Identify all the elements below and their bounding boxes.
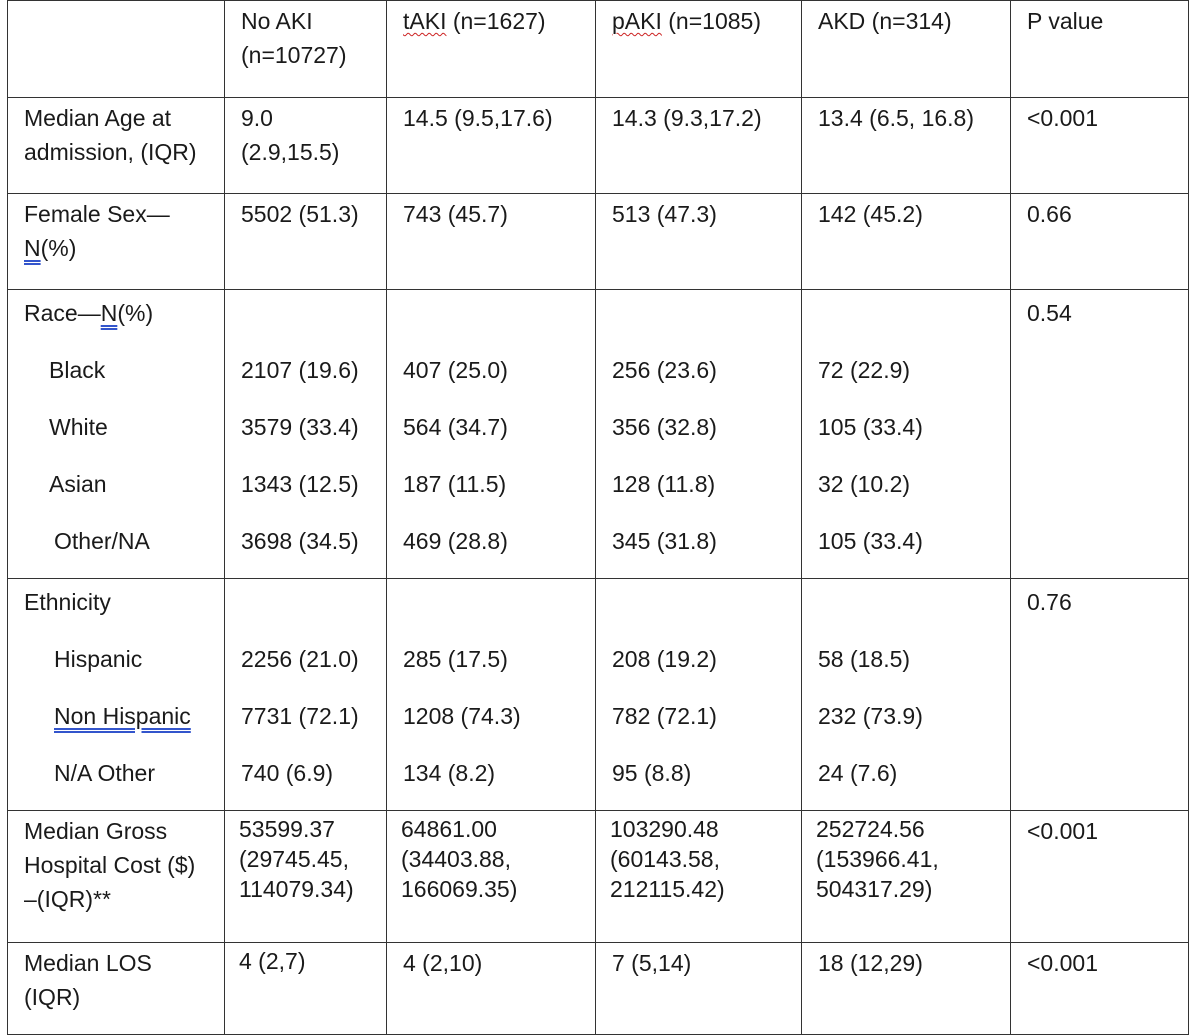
row-label-age-line2: admission, (IQR) bbox=[24, 139, 197, 165]
row-label-los-line1: Median LOS bbox=[24, 950, 152, 976]
cell-female-paki: 513 (47.3) bbox=[596, 194, 802, 290]
cell-cost-akd-q1: (153966.41, bbox=[816, 846, 939, 872]
cell-eth-na-paki: 95 (8.8) bbox=[612, 760, 692, 786]
row-label-cost-line1: Median Gross bbox=[24, 818, 168, 844]
cell-cost-akd-q3: 504317.29) bbox=[816, 876, 933, 902]
cell-race-asian-no-aki: 1343 (12.5) bbox=[241, 471, 359, 497]
ethnicity-label: Ethnicity bbox=[24, 589, 111, 615]
cell-eth-hispanic-akd: 58 (18.5) bbox=[818, 646, 911, 672]
table-row-race-group bbox=[8, 290, 1189, 579]
race-label-n: N bbox=[100, 300, 118, 326]
cell-race-asian-taki: 187 (11.5) bbox=[403, 471, 507, 497]
cell-race-p-value: 0.54 bbox=[1027, 300, 1072, 326]
cell-female-p-value: 0.66 bbox=[1011, 194, 1189, 290]
race-paki-cell bbox=[596, 290, 802, 579]
row-label-female-n: N bbox=[24, 235, 41, 261]
table-row-female-sex bbox=[8, 194, 1189, 290]
cell-los-no-aki: 4 (2,7) bbox=[225, 943, 387, 1035]
cell-female-no-aki: 5502 (51.3) bbox=[225, 194, 387, 290]
race-label-other: Other/NA bbox=[54, 528, 150, 554]
ethnicity-label-hispanic: Hispanic bbox=[54, 646, 143, 672]
cell-race-other-akd: 105 (33.4) bbox=[818, 528, 923, 554]
row-label-age bbox=[8, 98, 225, 194]
header-p-value: P value bbox=[1011, 1, 1189, 98]
header-paki-abbr: pAKI bbox=[612, 8, 662, 34]
row-label-los bbox=[8, 943, 225, 1035]
race-label-asian: Asian bbox=[49, 471, 107, 497]
cell-race-white-no-aki: 3579 (33.4) bbox=[241, 414, 359, 440]
cell-ethnicity-p-value: 0.76 bbox=[1027, 589, 1072, 615]
cell-race-black-taki: 407 (25.0) bbox=[403, 357, 508, 383]
cell-race-white-taki: 564 (34.7) bbox=[403, 414, 508, 440]
row-label-female-sex bbox=[8, 194, 225, 290]
race-label-pct: (%) bbox=[117, 300, 154, 326]
cell-cost-no-aki-q1: (29745.45, bbox=[239, 846, 349, 872]
race-taki-cell bbox=[387, 290, 596, 579]
cell-cost-akd bbox=[802, 811, 1011, 943]
header-no-aki-line1: No AKI bbox=[241, 8, 313, 34]
row-label-cost-line2: Hospital Cost ($) bbox=[24, 852, 196, 878]
cell-age-p-value: <0.001 bbox=[1011, 98, 1189, 194]
cell-age-no-aki bbox=[225, 98, 387, 194]
ethnicity-labels-cell bbox=[8, 579, 225, 811]
cell-race-black-no-aki: 2107 (19.6) bbox=[241, 357, 359, 383]
table-row-ethnicity-group bbox=[8, 579, 1189, 811]
cell-race-other-no-aki: 3698 (34.5) bbox=[241, 528, 359, 554]
cell-age-no-aki-line2: (2.9,15.5) bbox=[241, 139, 340, 165]
cell-eth-hispanic-taki: 285 (17.5) bbox=[403, 646, 508, 672]
cell-age-taki: 14.5 (9.5,17.6) bbox=[387, 98, 596, 194]
cell-cost-taki bbox=[387, 811, 596, 943]
ethnicity-paki-cell bbox=[596, 579, 802, 811]
cell-eth-nonhispanic-taki: 1208 (74.3) bbox=[403, 703, 521, 729]
header-paki-n: (n=1085) bbox=[661, 8, 761, 34]
header-paki bbox=[596, 1, 802, 98]
race-label-black: Black bbox=[49, 357, 106, 383]
ethnicity-no-aki-cell bbox=[225, 579, 387, 811]
cell-eth-nonhispanic-paki: 782 (72.1) bbox=[612, 703, 717, 729]
cell-cost-taki-q1: (34403.88, bbox=[401, 846, 511, 872]
ethnicity-akd-cell bbox=[802, 579, 1011, 811]
cell-age-no-aki-line1: 9.0 bbox=[241, 105, 273, 131]
race-akd-cell bbox=[802, 290, 1011, 579]
header-akd: AKD (n=314) bbox=[802, 1, 1011, 98]
cell-cost-no-aki-median: 53599.37 bbox=[239, 816, 335, 842]
cell-cost-no-aki bbox=[225, 811, 387, 943]
header-taki bbox=[387, 1, 596, 98]
baseline-characteristics-table bbox=[7, 0, 1189, 1035]
race-label: Race— bbox=[24, 300, 101, 326]
header-taki-abbr: tAKI bbox=[403, 8, 447, 34]
cell-race-other-taki: 469 (28.8) bbox=[403, 528, 508, 554]
cell-race-asian-paki: 128 (11.8) bbox=[612, 471, 716, 497]
ethnicity-label-non-hispanic: Non Hispanic bbox=[54, 703, 191, 729]
cell-cost-akd-median: 252724.56 bbox=[816, 816, 925, 842]
cell-eth-na-akd: 24 (7.6) bbox=[818, 760, 898, 786]
ethnicity-label-na-other: N/A Other bbox=[54, 760, 155, 786]
cell-eth-hispanic-paki: 208 (19.2) bbox=[612, 646, 717, 672]
row-label-los-line2: (IQR) bbox=[24, 984, 81, 1010]
cell-los-paki: 7 (5,14) bbox=[596, 943, 802, 1035]
cell-cost-taki-q3: 166069.35) bbox=[401, 876, 518, 902]
cell-los-p-value: <0.001 bbox=[1011, 943, 1189, 1035]
cell-eth-nonhispanic-akd: 232 (73.9) bbox=[818, 703, 923, 729]
cell-los-akd: 18 (12,29) bbox=[802, 943, 1011, 1035]
cell-cost-paki-median: 103290.48 bbox=[610, 816, 719, 842]
header-taki-n: (n=1627) bbox=[446, 8, 546, 34]
race-p-value-cell bbox=[1011, 290, 1189, 579]
cell-cost-paki bbox=[596, 811, 802, 943]
cell-race-white-paki: 356 (32.8) bbox=[612, 414, 717, 440]
cell-race-black-akd: 72 (22.9) bbox=[818, 357, 911, 383]
cell-race-other-paki: 345 (31.8) bbox=[612, 528, 717, 554]
cell-cost-paki-q1: (60143.58, bbox=[610, 846, 720, 872]
header-no-aki-line2: (n=10727) bbox=[241, 42, 347, 68]
cell-race-white-akd: 105 (33.4) bbox=[818, 414, 923, 440]
row-label-age-line1: Median Age at bbox=[24, 105, 172, 131]
table-row-age bbox=[8, 98, 1189, 194]
cell-cost-paki-q3: 212115.42) bbox=[610, 876, 725, 902]
cell-age-paki: 14.3 (9.3,17.2) bbox=[596, 98, 802, 194]
race-label-white: White bbox=[49, 414, 108, 440]
header-no-aki bbox=[225, 1, 387, 98]
ethnicity-taki-cell bbox=[387, 579, 596, 811]
row-label-female-line1: Female Sex— bbox=[24, 201, 170, 227]
cell-eth-hispanic-no-aki: 2256 (21.0) bbox=[241, 646, 359, 672]
header-row bbox=[8, 1, 1189, 98]
cell-female-taki: 743 (45.7) bbox=[387, 194, 596, 290]
row-label-cost bbox=[8, 811, 225, 943]
cell-eth-nonhispanic-no-aki: 7731 (72.1) bbox=[241, 703, 359, 729]
row-label-female-pct: (%) bbox=[40, 235, 77, 261]
cell-cost-taki-median: 64861.00 bbox=[401, 816, 497, 842]
cell-cost-p-value: <0.001 bbox=[1011, 811, 1189, 943]
cell-female-akd: 142 (45.2) bbox=[802, 194, 1011, 290]
cell-race-asian-akd: 32 (10.2) bbox=[818, 471, 911, 497]
row-label-cost-line3: –(IQR)** bbox=[24, 886, 111, 912]
cell-eth-na-no-aki: 740 (6.9) bbox=[241, 760, 334, 786]
race-labels-cell bbox=[8, 290, 225, 579]
cell-race-black-paki: 256 (23.6) bbox=[612, 357, 717, 383]
table-row-los bbox=[8, 943, 1189, 1035]
cell-age-akd: 13.4 (6.5, 16.8) bbox=[802, 98, 1011, 194]
race-no-aki-cell bbox=[225, 290, 387, 579]
ethnicity-p-value-cell bbox=[1011, 579, 1189, 811]
table-row-cost bbox=[8, 811, 1189, 943]
cell-eth-na-taki: 134 (8.2) bbox=[403, 760, 496, 786]
cell-los-taki: 4 (2,10) bbox=[387, 943, 596, 1035]
cell-cost-no-aki-q3: 114079.34) bbox=[239, 876, 354, 902]
header-empty-cell bbox=[8, 1, 225, 98]
